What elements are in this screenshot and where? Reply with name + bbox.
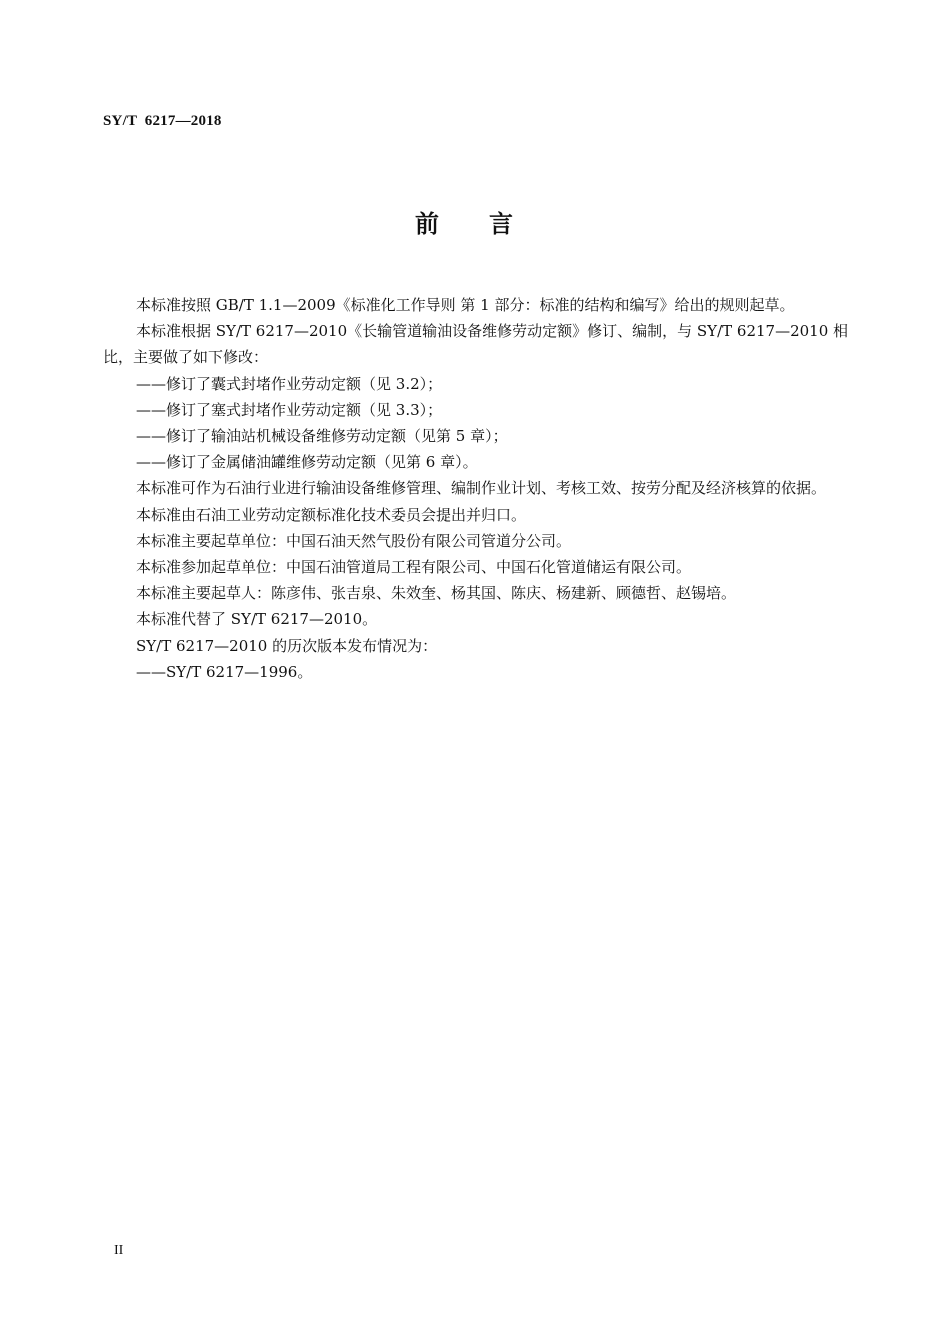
list-item-change: ——修订了金属储油罐维修劳动定额（见第 6 章）。 xyxy=(136,453,478,472)
list-item-history: ——SY/T 6217—1996。 xyxy=(136,662,313,681)
paragraph-drafters: 本标准主要起草人：陈彦伟、张吉泉、朱效奎、杨其国、陈庆、杨建新、顾德哲、赵锡培。 xyxy=(136,584,737,603)
paragraph-participating-units: 本标准参加起草单位：中国石油管道局工程有限公司、中国石化管道储运有限公司。 xyxy=(136,558,692,577)
list-item-change: ——修订了输油站机械设备维修劳动定额（见第 5 章）； xyxy=(136,427,508,446)
standard-code-header: SY/T 6217—2018 xyxy=(103,113,222,129)
paragraph-replaces: 本标准代替了 SY/T 6217—2010。 xyxy=(136,610,378,629)
paragraph-history-intro: SY/T 6217—2010 的历次版本发布情况为： xyxy=(136,636,438,655)
paragraph-proposer: 本标准由石油工业劳动定额标准化技术委员会提出并归口。 xyxy=(136,505,527,524)
page-title: 前言 xyxy=(415,210,563,238)
paragraph-application: 本标准可作为石油行业进行输油设备维修管理、编制作业计划、考核工效、按劳分配及经济核算的依据。 xyxy=(136,479,827,498)
paragraph-revision-basis: 本标准根据 SY/T 6217—2010《长输管道输油设备维修劳动定额》修订、编制，与 SY/T 6217—2010 相比，主要做了如下修改： xyxy=(103,322,849,367)
page-number: II xyxy=(114,1243,124,1258)
list-item-change: ——修订了塞式封堵作业劳动定额（见 3.3）； xyxy=(136,400,443,419)
list-item-change: ——修订了囊式封堵作业劳动定额（见 3.2）； xyxy=(136,374,443,393)
paragraph-main-drafting-unit: 本标准主要起草单位：中国石油天然气股份有限公司管道分公司。 xyxy=(136,531,572,550)
foreword-body xyxy=(103,292,848,685)
paragraph-drafting-rules: 本标准按照 GB/T 1.1—2009《标准化工作导则 第 1 部分：标准的结构和编写》给出的规则起草。 xyxy=(136,296,795,314)
